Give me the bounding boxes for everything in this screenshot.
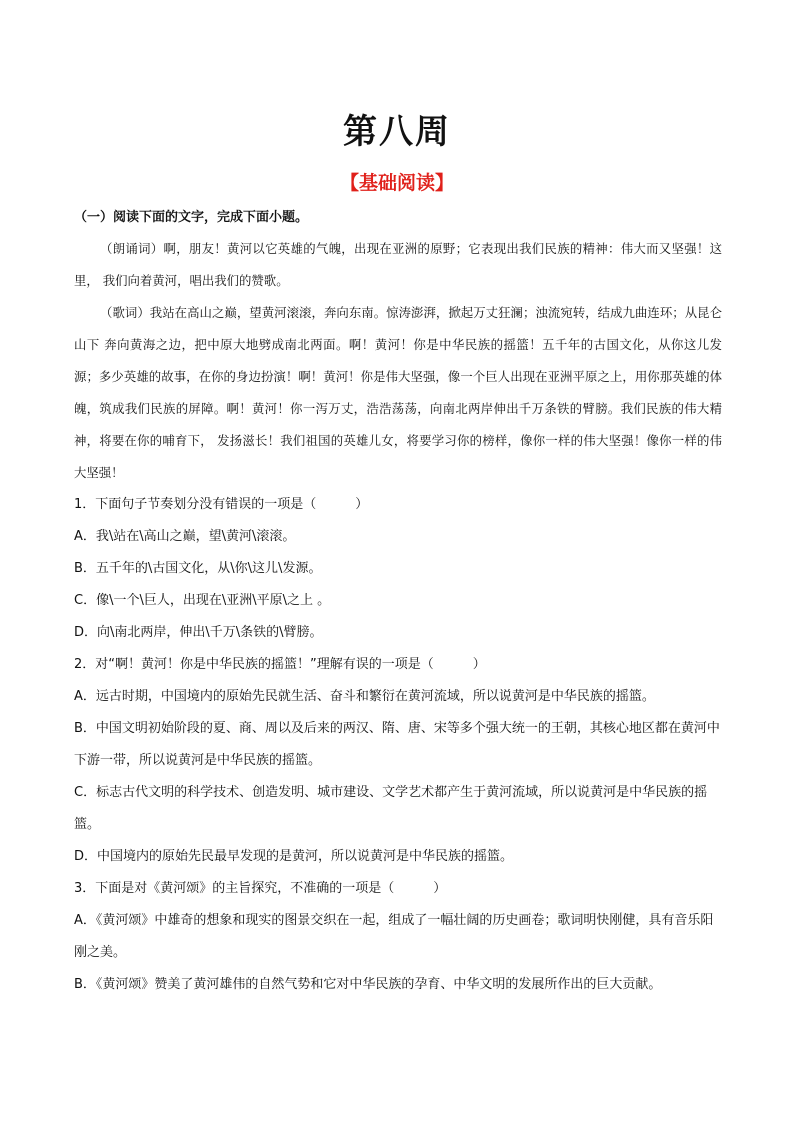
question-stem: 1．下面句子节奏划分没有错误的一项是（ ）	[74, 497, 369, 512]
lyrics-paragraph: （歌词）我站在高山之巅，望黄河滚滚，奔向东南。惊涛澎湃，掀起万丈狂澜；浊流宛转，结成九曲连环；从昆仑山下 奔向黄海之边，把中原大地劈成南北两面。啊！黄河！你是中华民族的摇篮！五千年的古国文化，从你这儿发源；多少英雄的故事，在你的身边扮演！啊！黄河！你是伟大坚强，像一个巨人出现在亚洲平原之上，用你那英雄的体魄，筑成我们民族的屏障。啊！黄河！你一泻万丈，浩浩荡荡，向南北两岸伸出千万条铁的臂膀。我们民族的伟大精神，将要在你的哺育下， 发扬滋长！我们祖国的英雄儿女，将要学习你的榜样，像你一样的伟大坚强！像你一样的伟大坚强！	[74, 305, 722, 480]
option-a: A．我\站在\高山之巅，望\黄河\滚滚。	[74, 529, 296, 544]
content-body	[74, 203, 722, 1001]
option-b: B．《黄河颂》赞美了黄河雄伟的自然气势和它对中华民族的孕育、中华文明的发展所作出的巨大贡献。	[74, 977, 662, 992]
option-a: A．远古时期，中国境内的原始先民就生活、奋斗和繁衍在黄河流域，所以说黄河是中华民族的摇篮。	[74, 689, 655, 704]
question-1	[74, 489, 722, 649]
option-c: C．像\一个\巨人，出现在\亚洲\平原\之上 。	[74, 593, 331, 608]
page-title: 第八周	[343, 112, 451, 152]
option-a: A．《黄河颂》中雄奇的想象和现实的图景交织在一起，组成了一幅壮阔的历史画卷；歌词明快刚健，具有音乐阳刚之美。	[74, 913, 714, 960]
option-b: B．中国文明初始阶段的夏、商、周以及后来的两汉、隋、唐、宋等多个强大统一的王朝，其核心地区都在黄河中下游一带，所以说黄河是中华民族的摇篮。	[74, 721, 720, 768]
question-2	[74, 649, 722, 873]
question-3	[74, 873, 722, 1001]
question-stem: 3．下面是对《黄河颂》的主旨探究，不准确的一项是（ ）	[74, 881, 447, 896]
option-d: D．向\南北两岸，伸出\千万\条铁的\臂膀。	[74, 625, 323, 640]
section-subtitle: 【基础阅读】	[339, 172, 454, 194]
reading-instruction: （一）阅读下面的文字，完成下面小题。	[74, 210, 309, 225]
option-b: B．五千年的\古国文化，从\你\这儿\发源。	[74, 561, 322, 576]
question-stem: 2．对“啊！黄河！你是中华民族的摇篮！”理解有误的一项是（ ）	[74, 657, 486, 672]
recitation-paragraph: （朗诵词）啊，朋友！黄河以它英雄的气魄，出现在亚洲的原野；它表现出我们民族的精神：伟大而又坚强！这里， 我们向着黄河，唱出我们的赞歌。	[74, 241, 722, 288]
option-c: C．标志古代文明的科学技术、创造发明、城市建设、文学艺术都产生于黄河流域，所以说黄河是中华民族的摇篮。	[74, 785, 708, 832]
option-d: D．中国境内的原始先民最早发现的是黄河，所以说黄河是中华民族的摇篮。	[74, 849, 514, 864]
